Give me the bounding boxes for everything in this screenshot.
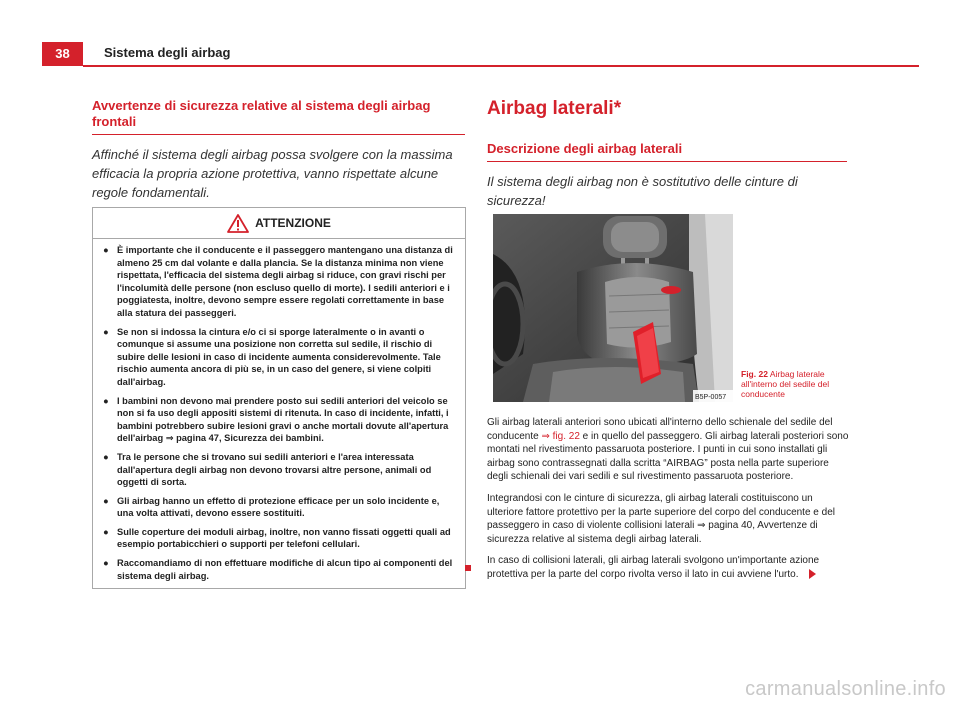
warning-item: ● Tra le persone che si trovano sui sedili anteriori e l'area interessata dall'apertura degli airbag non devono trovarsi altre persone, animali od oggetti di sorta. (103, 451, 432, 488)
figure-caption (741, 369, 851, 399)
body-paragraph: Gli airbag laterali anteriori sono ubicati all'interno dello schienale del sedile del conducente ⇒ fig. 22 e in quello del passeggero. Gli airbag laterali posteriori sono montati nel rivestimento passaruota posteriore. I punti in cui sono installati gli airbag sono contrassegnati dalla scritta “AIRBAG” posta nella parte superiore degli schienali dei vari sedili e sul rivestimento passaruota posteriore. (487, 417, 849, 483)
warning-title: ATTENZIONE (255, 216, 331, 230)
body-text (487, 416, 849, 590)
figure-caption-text: Airbag laterale all'interno del sedile del conducente (741, 369, 830, 399)
warning-item: ● Sulle coperture dei moduli airbag, inoltre, non vanno fissati oggetti quali ad esempio portabicchieri o supporti per telefoni cellulari. (103, 526, 451, 550)
seat-photo (493, 214, 733, 402)
warning-item: ● Gli airbag hanno un effetto di protezione efficace per un solo incidente e, una volta attivati, devono essere sostituiti. (103, 495, 440, 519)
body-paragraph: In caso di collisioni laterali, gli airbag laterali svolgono un'importante azione protettiva per la parte del corpo rivolta verso il lato in cui avviene l'urto. (487, 555, 820, 580)
figure-link[interactable]: ⇒ fig. 22 (541, 430, 580, 442)
chapter-title: Airbag laterali* (487, 98, 622, 119)
left-column (92, 98, 465, 202)
continue-arrow-icon (809, 569, 816, 579)
figure-code: B5P-0057 (695, 394, 727, 401)
subsection-title: Descrizione degli airbag laterali (487, 141, 683, 156)
warning-item: ● I bambini non devono mai prendere posto sui sedili anteriori del veicolo se non si fa uso degli appositi sistemi di ritenuta. In caso di incidente, infatti, i bambini potrebbero subire lesioni gravi o anche mortali dovute all'apertura dell'airbag ⇒ pagina 47, Sicurezza dei bambini. (103, 395, 449, 444)
right-column (487, 98, 847, 210)
warning-box (92, 207, 466, 589)
warning-item: ● È importante che il conducente e il passeggero mantengano una distanza di almeno 25 cm dal volante e dalla plancia. Se la distanza minima non viene rispettata, l'efficacia del sistema degli airbag si riduce, con gravi rischi per l'incolumità delle persone (non escluso quello di morte). I sedili anteriori e i poggiatesta, inoltre, devono sempre essere regolati correttamente in base alla statura dei passeggeri. (103, 245, 453, 318)
figure-label: Fig. 22 (741, 369, 768, 379)
warning-header (93, 208, 465, 239)
body-paragraph: Integrandosi con le cinture di sicurezza, gli airbag laterali costituiscono un ulteriore fattore protettivo per la parte superiore del corpo del conducente e del passeggero in caso di violente collisioni laterali ⇒ pagina 40, Avvertenze di sicurezza relative al sistema degli airbag laterali. (487, 492, 835, 545)
section-end-marker (465, 565, 471, 571)
section-rule (92, 134, 465, 135)
warning-list (93, 239, 465, 588)
warning-item: ● Raccomandiamo di non effettuare modifiche di alcun tipo ai componenti del sistema degli airbag. (103, 558, 453, 581)
section-intro: Affinché il sistema degli airbag possa svolgere con la massima efficacia la propria azione protettiva, vanno rispettate alcune regole fondamentali. (92, 147, 453, 200)
warning-triangle-icon (227, 214, 249, 233)
section-title: Avvertenze di sicurezza relative al sistema degli airbag frontali (92, 98, 431, 129)
warning-item: ● Se non si indossa la cintura e/o ci si sporge lateralmente o in avanti o comunque si assume una posizione non corretta sul sedile, il rischio di subire delle lesioni in caso di incidente aumenta considerevolmente. Tale rischio aumenta ancora di più se, in un caso del genere, si viene colpiti dall'airbag. (103, 326, 441, 387)
page-number: 38 (42, 42, 83, 66)
subsection-rule (487, 161, 847, 162)
header-rule (83, 65, 919, 67)
watermark: carmanualsonline.info (745, 678, 946, 700)
seat-airbag-figure (493, 214, 733, 402)
subsection-intro: Il sistema degli airbag non è sostitutivo delle cinture di sicurezza! (487, 174, 798, 208)
page-header-title: Sistema degli airbag (104, 45, 231, 60)
